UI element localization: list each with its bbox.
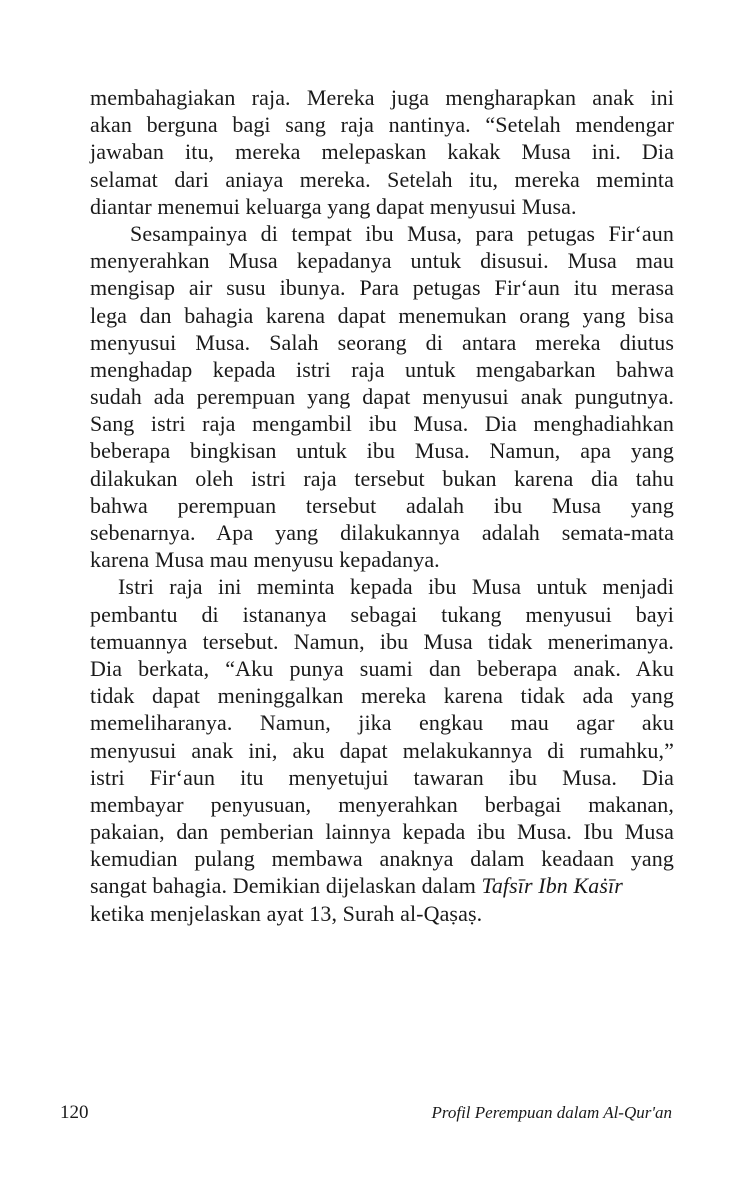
text-line: sudah ada perempuan yang dapat menyusui anak pungutnya.: [90, 384, 674, 410]
paragraph-first-line: Sesampainya di tempat ibu Musa, para petugas Fir‘aun: [130, 220, 674, 246]
page-footer: [60, 1100, 672, 1126]
text-line: selamat dari aniaya mereka. Setelah itu, mereka meminta: [90, 166, 674, 192]
text-line-with-citation: [90, 872, 674, 899]
text-line: diantar menemui keluarga yang dapat menyusui Musa.: [90, 193, 577, 219]
text-line: membahagiakan raja. Mereka juga mengharapkan anak ini: [90, 85, 674, 110]
text-line: sebenarnya. Apa yang dilakukannya adalah semata-mata: [90, 520, 674, 545]
text-line: ketika menjelaskan ayat 13, Surah al-Qaṣaṣ.: [90, 900, 483, 926]
text-line: menghadap kepada istri raja untuk mengabarkan bahwa: [90, 356, 674, 382]
text-line: pakaian, dan pemberian lainnya kepada ibu Musa. Ibu Musa: [90, 819, 674, 845]
text-line: menyusui Musa. Salah seorang di antara mereka diutus: [90, 329, 674, 355]
text-line: istri Fir‘aun itu menyetujui tawaran ibu Musa. Dia: [90, 764, 674, 790]
text-line: pembantu di istananya sebagai tukang menyusui bayi: [90, 601, 674, 627]
text-line: mengisap air susu ibunya. Para petugas Fir‘aun itu merasa: [90, 275, 674, 301]
text-line: Sang istri raja mengambil ibu Musa. Dia menghadiahkan: [90, 411, 674, 437]
text-line: lega dan bahagia karena dapat menemukan orang yang bisa: [90, 302, 674, 328]
text-line: karena Musa mau menyusu kepadanya.: [90, 547, 440, 573]
text-line: Dia berkata, “Aku punya suami dan beberapa anak. Aku: [90, 655, 674, 681]
text-line: dilakukan oleh istri raja tersebut bukan karena dia tahu: [90, 465, 674, 491]
text-run: sangat bahagia. Demikian dijelaskan dalam: [90, 873, 482, 899]
page-body-text: [90, 84, 674, 927]
text-line: akan berguna bagi sang raja nantinya. “Setelah mendengar: [90, 112, 674, 138]
text-line: temuannya tersebut. Namun, ibu Musa tidak menerimanya.: [90, 628, 674, 654]
text-line: beberapa bingkisan untuk ibu Musa. Namun, apa yang: [90, 438, 674, 464]
text-line: membayar penyusuan, menyerahkan berbagai makanan,: [90, 791, 674, 817]
book-citation: Tafsīr Ibn Kaṡīr: [481, 873, 623, 899]
text-line: kemudian pulang membawa anaknya dalam keadaan yang: [90, 846, 674, 872]
text-line: memeliharanya. Namun, jika engkau mau agar aku: [90, 710, 674, 736]
text-line: menyusui anak ini, aku dapat melakukannya di rumahku,”: [90, 737, 674, 763]
paragraph-first-line: Istri raja ini meminta kepada ibu Musa untuk menjadi: [118, 574, 674, 600]
page-number: 120: [60, 1102, 89, 1123]
text-line: jawaban itu, mereka melepaskan kakak Musa ini. Dia: [90, 139, 674, 165]
text-line: tidak dapat meninggalkan mereka karena tidak ada yang: [90, 683, 674, 709]
text-line: menyerahkan Musa kepadanya untuk disusui. Musa mau: [90, 248, 674, 274]
running-title: Profil Perempuan dalam Al-Qur'an: [431, 1103, 672, 1122]
text-line: bahwa perempuan tersebut adalah ibu Musa yang: [90, 492, 674, 518]
